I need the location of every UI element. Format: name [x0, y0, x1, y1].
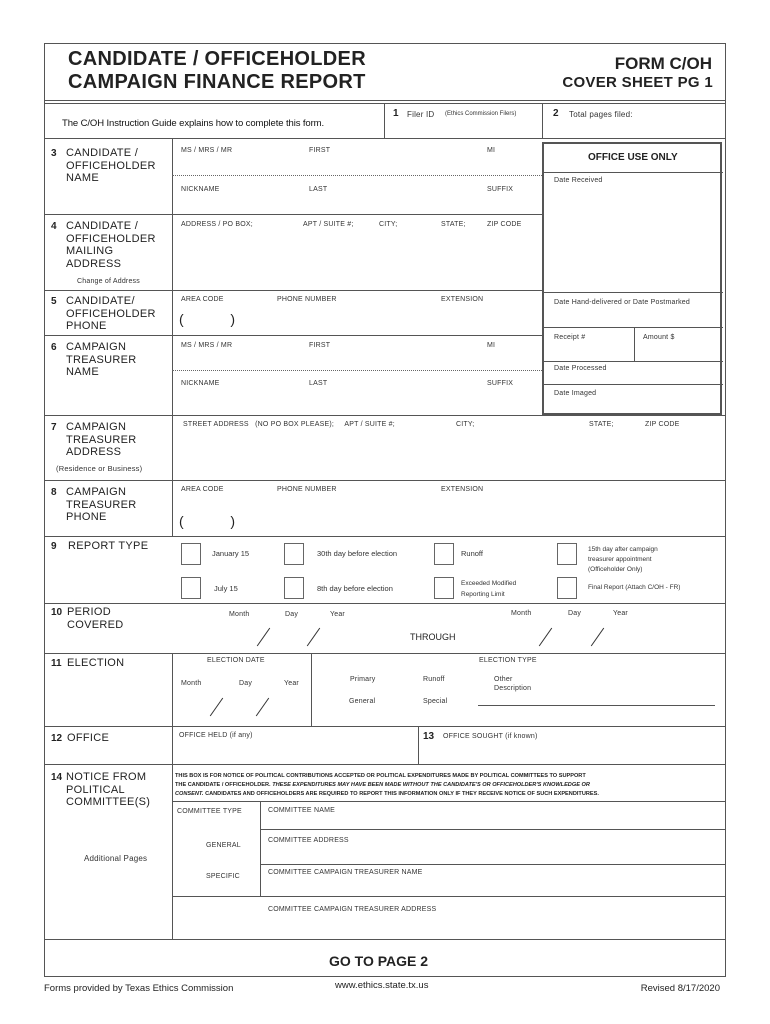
rule: [44, 290, 542, 291]
filer-id-note: (Ethics Commission Filers): [445, 111, 517, 117]
committee-name-field[interactable]: [263, 816, 720, 828]
election-date-label: ELECTION DATE: [207, 657, 265, 664]
divider: [260, 801, 261, 896]
sec10-to-year: Year: [613, 610, 628, 617]
form-title-line1: CANDIDATE / OFFICEHOLDER: [68, 48, 366, 70]
sec4-address-label: ADDRESS / PO BOX;: [181, 221, 253, 228]
sec11-number: 11: [51, 658, 62, 669]
provided-by: Forms provided by Texas Ethics Commission: [44, 983, 234, 994]
other-description-line[interactable]: [478, 705, 715, 706]
office-sought-field[interactable]: [422, 742, 720, 762]
sec6-label: CAMPAIGN TREASURER NAME: [66, 341, 137, 378]
revision-date: Revised 8/17/2020: [640, 983, 720, 994]
sec3-name-field[interactable]: [174, 156, 540, 173]
sec3-nickname-label: NICKNAME: [181, 186, 220, 193]
rule: [44, 214, 542, 215]
sec8-label: CAMPAIGN TREASURER PHONE: [66, 486, 137, 523]
period-from-date-field[interactable]: [222, 622, 372, 650]
sec7-label: CAMPAIGN TREASURER ADDRESS: [66, 421, 137, 458]
sec3-nickname-field[interactable]: [174, 195, 540, 212]
checkbox-final-report[interactable]: [557, 577, 577, 599]
sec6-number: 6: [51, 342, 57, 353]
filer-id-label: Filer ID: [407, 110, 435, 119]
notice-line3b: CANDIDATES AND OFFICEHOLDERS ARE REQUIRED TO REPORT THIS INFORMATION ONLY IF THEY RECEIVE NOTICE OF SUCH EXPENDITURES.: [205, 791, 599, 797]
checkbox-july-15[interactable]: [181, 577, 201, 599]
sec3-first-label: FIRST: [309, 147, 331, 154]
rule: [542, 292, 723, 293]
sec4-apt-label: APT / SUITE #;: [303, 221, 354, 228]
checkbox-8th-day[interactable]: [284, 577, 304, 599]
sec4-number: 4: [51, 221, 57, 232]
sec10-to-day: Day: [568, 610, 582, 617]
sec6-last-label: LAST: [309, 380, 328, 387]
opt-15th-day-line1: 15th day after campaign: [588, 546, 658, 553]
divider: [172, 764, 173, 939]
opt-exceeded-line2: Reporting Limit: [461, 591, 505, 598]
rule: [44, 939, 725, 940]
rule: [44, 653, 725, 654]
sec13-number: 13: [423, 731, 435, 742]
sec7-street-label: STREET ADDRESS (NO PO BOX PLEASE); APT / SUITE #;: [183, 421, 395, 428]
go-to-page-2: GO TO PAGE 2: [329, 953, 429, 969]
rule: [44, 764, 725, 765]
rule: [542, 384, 723, 385]
filer-id-number: 1: [393, 108, 399, 119]
notice-line1: THIS BOX IS FOR NOTICE OF POLITICAL CONTRIBUTIONS ACCEPTED OR POLITICAL EXPENDITURES MADE BY POLITICAL COMMITTEES TO SUPPORT: [175, 773, 586, 779]
sec4-address-field[interactable]: [174, 232, 540, 287]
sec8-phone-label: PHONE NUMBER: [277, 486, 337, 493]
opt-8th-day: 8th day before election: [317, 584, 393, 593]
divider: [418, 726, 419, 764]
date-hand-delivered-label: Date Hand-delivered or Date Postmarked: [554, 299, 690, 306]
rule: [44, 480, 725, 481]
office-use-title: OFFICE USE ONLY: [588, 152, 678, 163]
sec5-area-code-parens[interactable]: ( ): [179, 311, 235, 327]
sec3-mi-label: MI: [487, 147, 496, 154]
website-url[interactable]: www.ethics.state.tx.us: [335, 980, 429, 991]
form-subtitle: COVER SHEET PG 1: [562, 74, 713, 91]
committee-treasurer-name-label: COMMITTEE CAMPAIGN TREASURER NAME: [268, 869, 423, 876]
sec6-dotted-line: [172, 370, 542, 371]
notice-line2a: THE CANDIDATE / OFFICEHOLDER.: [175, 782, 271, 788]
amount-label: Amount $: [643, 334, 675, 341]
committee-general[interactable]: GENERAL: [206, 842, 241, 849]
rule: [44, 415, 725, 416]
election-type-label: ELECTION TYPE: [479, 657, 537, 664]
through-label: THROUGH: [410, 632, 456, 642]
rule: [260, 864, 725, 865]
sec7-zip-label: ZIP CODE: [645, 421, 680, 428]
total-pages-label: Total pages filed:: [569, 110, 633, 119]
election-runoff[interactable]: Runoff: [423, 676, 445, 683]
sec10-number: 10: [51, 607, 63, 618]
receipt-label: Receipt #: [554, 334, 586, 341]
notice-line3: [175, 791, 599, 797]
sec8-area-code-parens[interactable]: ( ): [179, 513, 235, 529]
sec8-ext-label: EXTENSION: [441, 486, 484, 493]
rule: [44, 603, 725, 604]
sec5-phone-field[interactable]: [270, 308, 430, 328]
sec4-change-of-address[interactable]: Change of Address: [77, 278, 140, 285]
sec12-number: 12: [51, 733, 63, 744]
sec4-state-label: STATE;: [441, 221, 466, 228]
notice-line2: [175, 782, 590, 788]
sec11-label: ELECTION: [67, 657, 125, 669]
election-date-field[interactable]: [176, 692, 306, 722]
opt-runoff: Runoff: [461, 549, 483, 558]
rule: [542, 361, 723, 362]
rule: [44, 138, 725, 139]
sec3-last-label: LAST: [309, 186, 328, 193]
sec4-label: CANDIDATE / OFFICEHOLDER MAILING ADDRESS: [66, 220, 156, 270]
instruction-text: The C/OH Instruction Guide explains how to complete this form.: [62, 118, 325, 129]
sec6-mi-label: MI: [487, 342, 496, 349]
divider: [172, 653, 173, 726]
sec10-from-day: Day: [285, 611, 299, 618]
office-held-field[interactable]: [176, 742, 416, 762]
rule: [172, 801, 725, 802]
form-id: FORM C/OH: [614, 54, 712, 73]
filer-id-field[interactable]: [385, 104, 542, 138]
sec12-label: OFFICE: [67, 732, 110, 744]
election-year: Year: [284, 680, 299, 687]
committee-name-label: COMMITTEE NAME: [268, 807, 335, 814]
sec3-label: CANDIDATE / OFFICEHOLDER NAME: [66, 147, 156, 184]
committee-address-label: COMMITTEE ADDRESS: [268, 837, 349, 844]
committee-type-label: COMMITTEE TYPE: [177, 808, 242, 815]
notice-line3a: CONSENT.: [175, 791, 204, 797]
notice-line2b: THESE EXPENDITURES MAY HAVE BEEN MADE WITHOUT THE CANDIDATE'S OR OFFICEHOLDER'S KNOWLEDGE OR: [272, 782, 590, 788]
period-to-date-field[interactable]: [505, 622, 655, 650]
sec10-from-year: Year: [330, 611, 345, 618]
sec8-phone-field[interactable]: [270, 510, 430, 530]
sec6-name-field[interactable]: [174, 351, 540, 368]
sec10-label: PERIOD COVERED: [67, 606, 124, 631]
rule: [44, 536, 725, 537]
office-held-label: OFFICE HELD (if any): [179, 732, 253, 739]
election-other-line2: Description: [494, 685, 532, 692]
sec7-address-field[interactable]: [174, 432, 720, 477]
committee-specific[interactable]: SPECIFIC: [206, 873, 240, 880]
checkbox-runoff[interactable]: [434, 543, 454, 565]
opt-30th-day: 30th day before election: [317, 549, 398, 558]
rule: [260, 829, 725, 830]
opt-15th-day-line3: (Officeholder Only): [588, 566, 643, 573]
committee-address-field[interactable]: [263, 846, 720, 862]
rule: [542, 172, 723, 173]
divider: [172, 138, 173, 537]
election-day: Day: [239, 680, 253, 687]
form-title-line2: CAMPAIGN FINANCE REPORT: [68, 71, 366, 93]
election-primary[interactable]: Primary: [350, 676, 376, 683]
sec6-first-label: FIRST: [309, 342, 331, 349]
sec6-suffix-label: SUFFIX: [487, 380, 514, 387]
office-sought-label: OFFICE SOUGHT (if known): [443, 733, 538, 740]
opt-15th-day-line2: treasurer appointment: [588, 556, 652, 563]
checkbox-30th-day[interactable]: [284, 543, 304, 565]
sec3-number: 3: [51, 148, 57, 159]
sec10-from-month: Month: [229, 611, 250, 618]
sec7-city-label: CITY;: [456, 421, 475, 428]
sec8-area-label: AREA CODE: [181, 486, 224, 493]
committee-treasurer-address-field[interactable]: [263, 915, 720, 935]
sec5-area-label: AREA CODE: [181, 296, 224, 303]
total-pages-number: 2: [553, 108, 559, 119]
sec3-ms-label: MS / MRS / MR: [181, 147, 233, 154]
sec14-label: NOTICE FROM POLITICAL COMMITTEE(S): [66, 771, 151, 808]
sec6-nickname-field[interactable]: [174, 389, 540, 406]
date-imaged-label: Date Imaged: [554, 390, 597, 397]
checkbox-january-15[interactable]: [181, 543, 201, 565]
opt-january-15: January 15: [212, 549, 250, 558]
divider: [311, 653, 312, 726]
sec6-nickname-label: NICKNAME: [181, 380, 220, 387]
rule: [172, 896, 725, 897]
sec9-number: 9: [51, 541, 57, 552]
election-general[interactable]: General: [349, 698, 376, 705]
divider: [634, 327, 635, 361]
divider: [172, 726, 173, 764]
committee-treasurer-address-label: COMMITTEE CAMPAIGN TREASURER ADDRESS: [268, 906, 437, 913]
committee-treasurer-name-field[interactable]: [263, 878, 720, 894]
sec4-zip-label: ZIP CODE: [487, 221, 522, 228]
additional-pages: Additional Pages: [84, 854, 148, 863]
sec4-city-label: CITY;: [379, 221, 398, 228]
sec3-dotted-line: [172, 175, 542, 176]
rule: [44, 100, 725, 101]
sec8-number: 8: [51, 487, 57, 498]
rule: [44, 726, 725, 727]
sec5-number: 5: [51, 296, 57, 307]
total-pages-field[interactable]: [543, 104, 723, 138]
checkbox-15th-day-after[interactable]: [557, 543, 577, 565]
sec5-phone-label: PHONE NUMBER: [277, 296, 337, 303]
election-other-line1[interactable]: Other: [494, 676, 513, 683]
sec6-ms-label: MS / MRS / MR: [181, 342, 233, 349]
sec9-label: REPORT TYPE: [68, 540, 149, 552]
sec5-label: CANDIDATE/ OFFICEHOLDER PHONE: [66, 295, 156, 332]
date-received-label: Date Received: [554, 177, 603, 184]
sec3-suffix-label: SUFFIX: [487, 186, 514, 193]
election-special[interactable]: Special: [423, 698, 448, 705]
opt-exceeded-line1: Exceeded Modified: [461, 580, 517, 587]
opt-july-15: July 15: [214, 584, 238, 593]
opt-final-report: Final Report (Attach C/OH - FR): [588, 584, 681, 591]
rule: [542, 327, 723, 328]
sec7-number: 7: [51, 422, 57, 433]
sec5-ext-label: EXTENSION: [441, 296, 484, 303]
date-processed-label: Date Processed: [554, 365, 607, 372]
rule: [44, 335, 542, 336]
sec14-number: 14: [51, 772, 63, 783]
sec10-to-month: Month: [511, 610, 532, 617]
election-month: Month: [181, 680, 202, 687]
sec7-residence-note: (Residence or Business): [56, 464, 143, 473]
checkbox-exceeded-limit[interactable]: [434, 577, 454, 599]
sec7-state-label: STATE;: [589, 421, 614, 428]
